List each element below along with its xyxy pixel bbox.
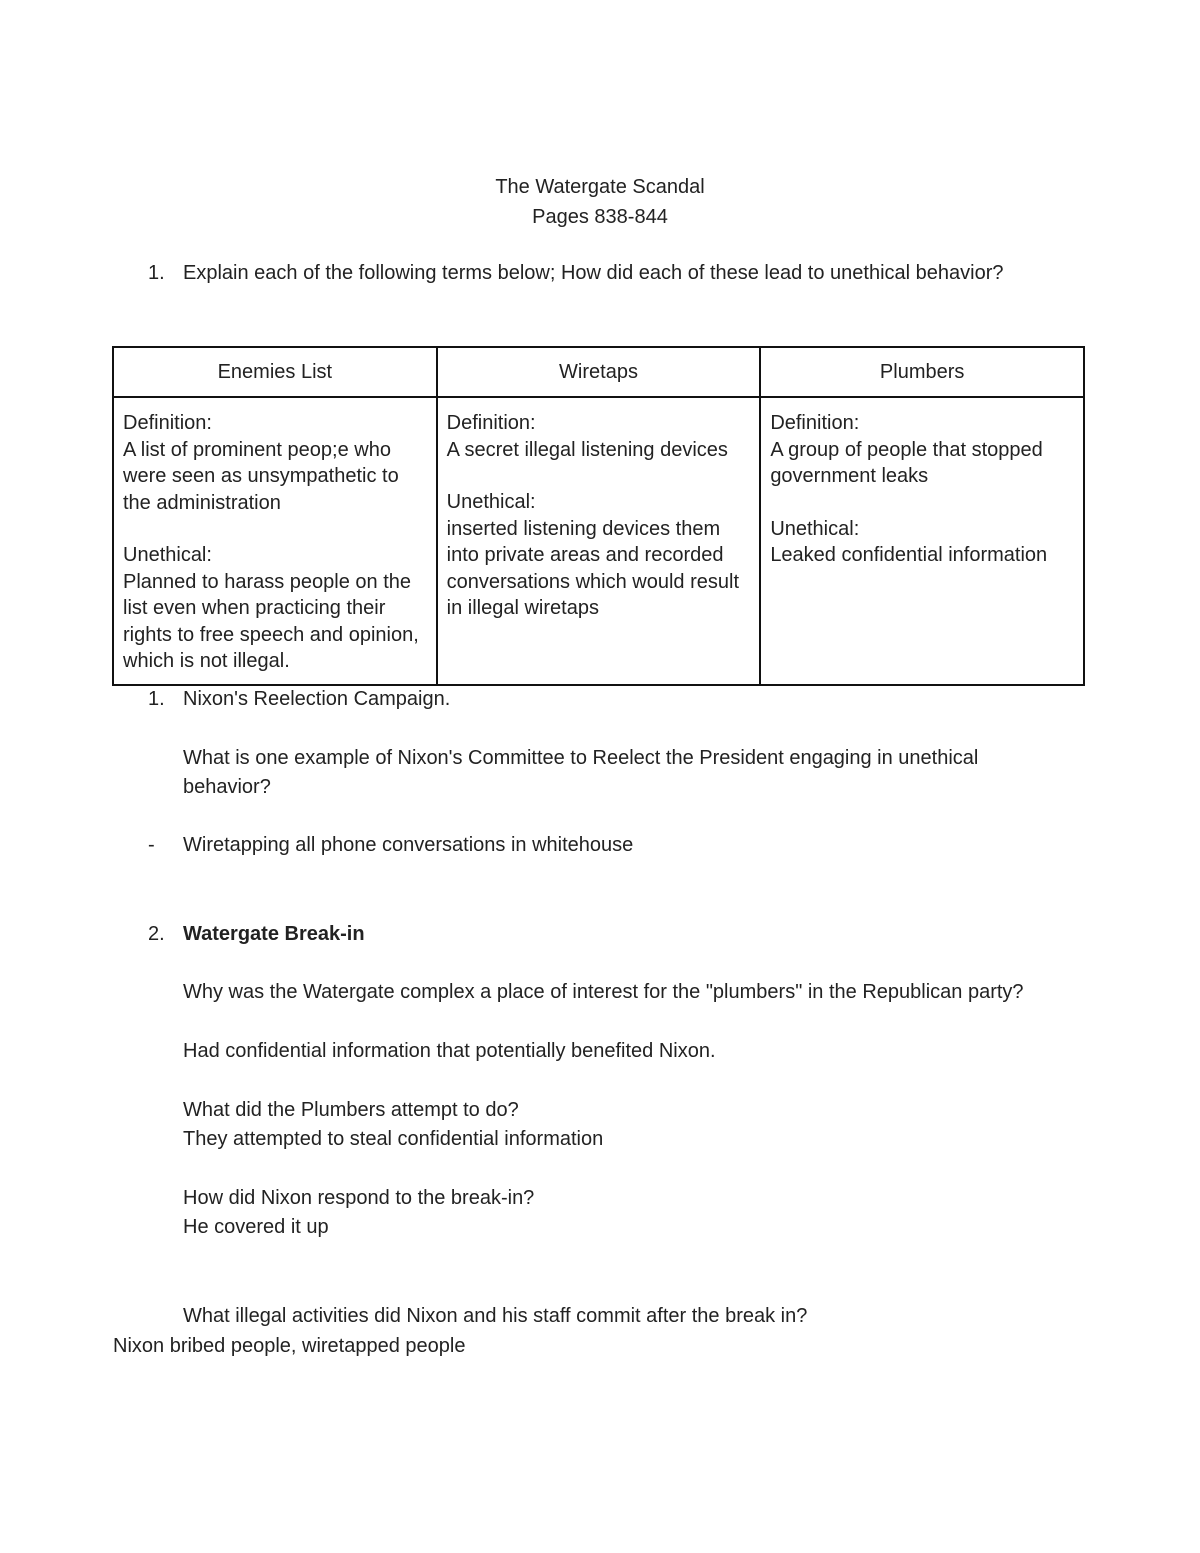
definition-label: Definition:	[770, 412, 860, 434]
breakin-number: 2.	[148, 923, 165, 945]
bullet-dash: -	[148, 834, 155, 856]
definition-text: A secret illegal listening devices	[446, 438, 728, 461]
breakin-a3: He covered it up	[183, 1216, 329, 1238]
breakin-a2: They attempted to steal confidential information	[183, 1128, 604, 1150]
definition-label: Definition:	[123, 412, 212, 434]
page-range: Pages 838-844	[532, 206, 668, 228]
reelection-title: Nixon's Reelection Campaign.	[183, 688, 451, 710]
unethical-label: Unethical:	[770, 517, 860, 540]
breakin-q2: What did the Plumbers attempt to do?	[183, 1099, 519, 1121]
breakin-q3: How did Nixon respond to the break-in?	[183, 1187, 535, 1209]
header-plumbers: Plumbers	[760, 347, 1084, 397]
unethical-text: inserted listening devices them into private areas and recorded conversations which would result in illegal wiretaps	[446, 517, 740, 619]
document-title: The Watergate Scandal	[495, 176, 705, 198]
breakin-q1: Why was the Watergate complex a place of interest for the "plumbers" in the Republican party?	[183, 981, 1024, 1003]
terms-table-header-row	[113, 347, 1084, 397]
definition-text: A group of people that stopped government leaks	[770, 438, 1043, 487]
reelection-number: 1.	[148, 688, 165, 710]
reelection-question: What is one example of Nixon's Committee to Reelect the President engaging in unethical behavior?	[183, 747, 979, 798]
header-enemies-list: Enemies List	[113, 347, 437, 397]
breakin-q4: What illegal activities did Nixon and his staff commit after the break in?	[183, 1305, 808, 1327]
terms-table-body-row	[113, 397, 1084, 685]
definition-text: A list of prominent peop;e who were seen as unsympathetic to the administration	[123, 438, 399, 514]
unethical-text: Planned to harass people on the list even when practicing their rights to free speech and opinion, which is not illegal.	[123, 570, 419, 672]
unethical-text: Leaked confidential information	[770, 544, 1048, 566]
cell-enemies-list	[113, 397, 437, 685]
terms-table	[112, 346, 1085, 686]
header-wiretaps: Wiretaps	[437, 347, 761, 397]
document-header	[0, 172, 1200, 232]
question-1-text: Explain each of the following terms below; How did each of these lead to unethical behavior?	[183, 262, 1004, 284]
cell-wiretaps	[437, 397, 761, 685]
unethical-label: Unethical:	[446, 491, 536, 513]
breakin-title: Watergate Break-in	[183, 923, 365, 945]
breakin-a4: Nixon bribed people, wiretapped people	[113, 1335, 466, 1357]
definition-label: Definition:	[446, 412, 536, 434]
cell-plumbers	[760, 397, 1084, 685]
reelection-answer: Wiretapping all phone conversations in whitehouse	[183, 834, 634, 856]
question-1-number: 1.	[148, 262, 165, 284]
breakin-a1: Had confidential information that potentially benefited Nixon.	[183, 1040, 716, 1062]
unethical-label: Unethical:	[123, 544, 212, 566]
